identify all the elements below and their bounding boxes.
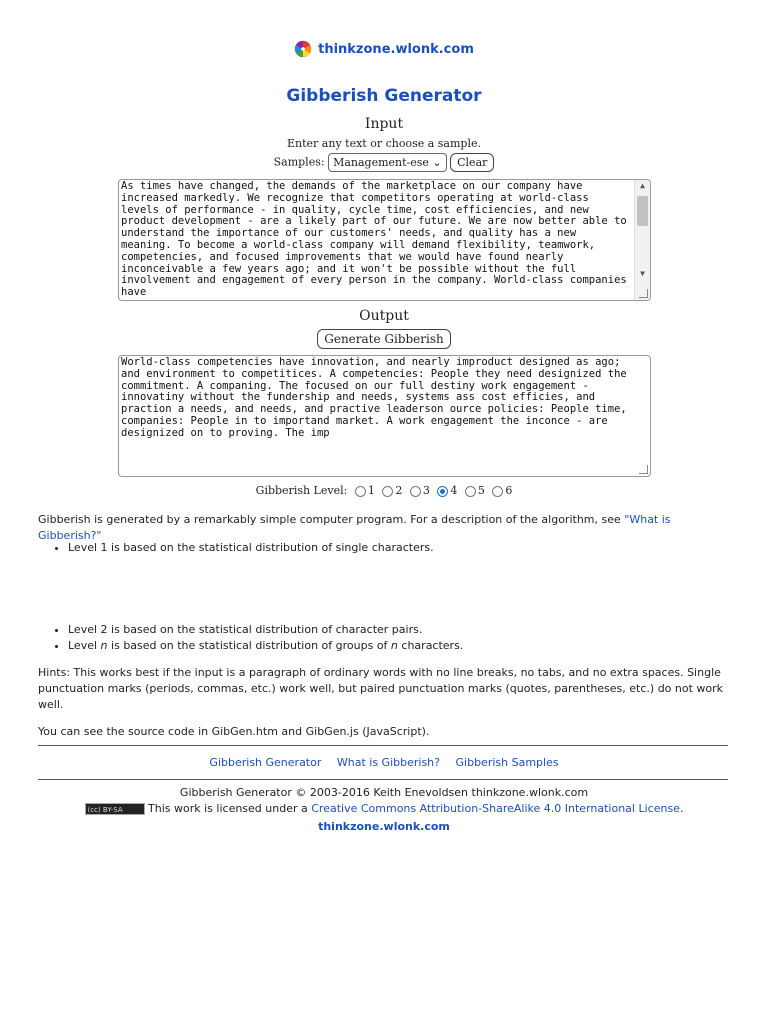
output-text: World-class competencies have innovation, and nearly improduct designed as ago; and environment to competitices. A competencies: People they need designized the commitment. A companing. The focused on our full destiny work engagement - innovatiny without the fundership and needs, systems ass cost efficies, and praction a needs, and needs, and practive leaderson ource policies: People time, companies: People in to importand market. A work engagement the inconce - are designized on to proving. The imp	[121, 356, 634, 439]
site-header	[0, 40, 768, 61]
input-text: As times have changed, the demands of the marketplace on our company have increased markedly. We recognize that competitors operating at world-class levels of performance - in quality, cycle time, cost efficiencies, and new product development - are a likely part of our future. We are now better able to understand the importance of our customers' needs, and quality has a new meaning. To become a world-class company will demand flexibility, teamwork, competencies, and focused improvements that we would have found nearly inconceivable a few years ago; and it won't be possible without the full involvement and engagement of every person in the company. World-class companies have	[121, 180, 634, 299]
footer-link-gibberish-generator[interactable]: Gibberish Generator	[209, 756, 322, 769]
output-textarea[interactable]	[118, 355, 651, 477]
footer-link-gibberish-samples[interactable]: Gibberish Samples	[455, 756, 559, 769]
list-item: • Level 2 is based on the statistical distribution of character pairs.	[68, 622, 730, 638]
level-label: Gibberish Level:	[255, 484, 348, 497]
color-wheel-icon	[294, 40, 312, 58]
level-radio-6[interactable]	[492, 486, 503, 497]
footer-link-what-is-gibberish[interactable]: What is Gibberish?	[336, 756, 440, 769]
samples-select[interactable]	[328, 153, 447, 172]
input-hint: Enter any text or choose a sample.	[287, 137, 481, 150]
footer-site-link[interactable]	[0, 820, 768, 833]
leveln-n: n	[390, 639, 398, 652]
leveln-n: n	[100, 639, 108, 652]
leveln-text-b: is based on the statistical distribution of groups of	[111, 639, 388, 652]
scroll-up-icon[interactable]: ▲	[640, 181, 645, 190]
level-option-label: 3	[422, 484, 430, 497]
level-radio-5[interactable]	[465, 486, 476, 497]
level-radio-4[interactable]	[437, 486, 448, 497]
clear-button[interactable]: Clear	[450, 153, 494, 172]
scroll-thumb[interactable]	[637, 196, 648, 226]
level-radio-3[interactable]	[410, 486, 421, 497]
footer-nav	[0, 756, 768, 769]
scroll-down-icon[interactable]: ▼	[640, 269, 645, 278]
source-text: You can see the source code in GibGen.htm and GibGen.js (JavaScript).	[38, 725, 430, 738]
divider	[38, 745, 728, 746]
resize-grip-icon[interactable]	[639, 289, 648, 298]
footer-site-name[interactable]: thinkzone.wlonk.com	[318, 820, 450, 833]
level-option-label: 4	[450, 484, 458, 497]
samples-selected-value: Management-ese	[333, 156, 429, 169]
level-list-2	[38, 622, 730, 654]
level-option-label: 5	[477, 484, 485, 497]
level-list-1	[38, 540, 730, 556]
intro-text: Gibberish is generated by a remarkably simple computer program. For a description of the algorithm, see	[38, 513, 621, 526]
leveln-text-a: Level	[68, 639, 98, 652]
license-link[interactable]: Creative Commons Attribution-ShareAlike 4.0 International License	[311, 802, 680, 815]
chevron-down-icon: ⌄	[432, 156, 442, 169]
level-option-label: 6	[505, 484, 513, 497]
resize-grip-icon[interactable]	[639, 465, 648, 474]
generate-gibberish-button[interactable]: Generate Gibberish	[317, 329, 451, 349]
what-is-gibberish-link[interactable]: "What is Gibberish?"	[38, 513, 671, 542]
license-prefix: This work is licensed under a	[148, 802, 308, 815]
level-radio-1[interactable]	[355, 486, 366, 497]
footer-license	[0, 802, 768, 815]
page-title: Gibberish Generator	[286, 86, 482, 106]
list-item: • Level 1 is based on the statistical distribution of single characters.	[68, 540, 730, 556]
footer-copyright: Gibberish Generator © 2003-2016 Keith Enevoldsen thinkzone.wlonk.com	[179, 786, 589, 799]
input-heading: Input	[364, 116, 404, 132]
license-suffix: .	[679, 802, 684, 815]
gibberish-level-row	[0, 484, 768, 497]
level-radio-2[interactable]	[382, 486, 393, 497]
cc-license-badge[interactable]: (cc) BY-SA	[85, 803, 145, 815]
input-textarea[interactable]	[118, 179, 651, 301]
hints-text: Hints: This works best if the input is a paragraph of ordinary words with no line breaks, no tabs, and no extra spaces. Single punctuation marks (periods, commas, etc.) work well, but paired punctuation marks (quotes, parentheses, etc.) do not work well.	[38, 666, 724, 711]
input-scrollbar[interactable]	[634, 180, 650, 300]
site-logo-link[interactable]	[294, 40, 474, 58]
samples-row	[0, 153, 768, 172]
generate-row	[0, 329, 768, 349]
list-item	[68, 638, 730, 654]
leveln-text-c: characters.	[401, 639, 464, 652]
site-name: thinkzone.wlonk.com	[318, 41, 474, 57]
divider	[38, 779, 728, 780]
level-option-label: 2	[395, 484, 403, 497]
samples-label: Samples:	[273, 155, 325, 169]
level-option-label: 1	[367, 484, 375, 497]
output-heading: Output	[359, 308, 409, 324]
